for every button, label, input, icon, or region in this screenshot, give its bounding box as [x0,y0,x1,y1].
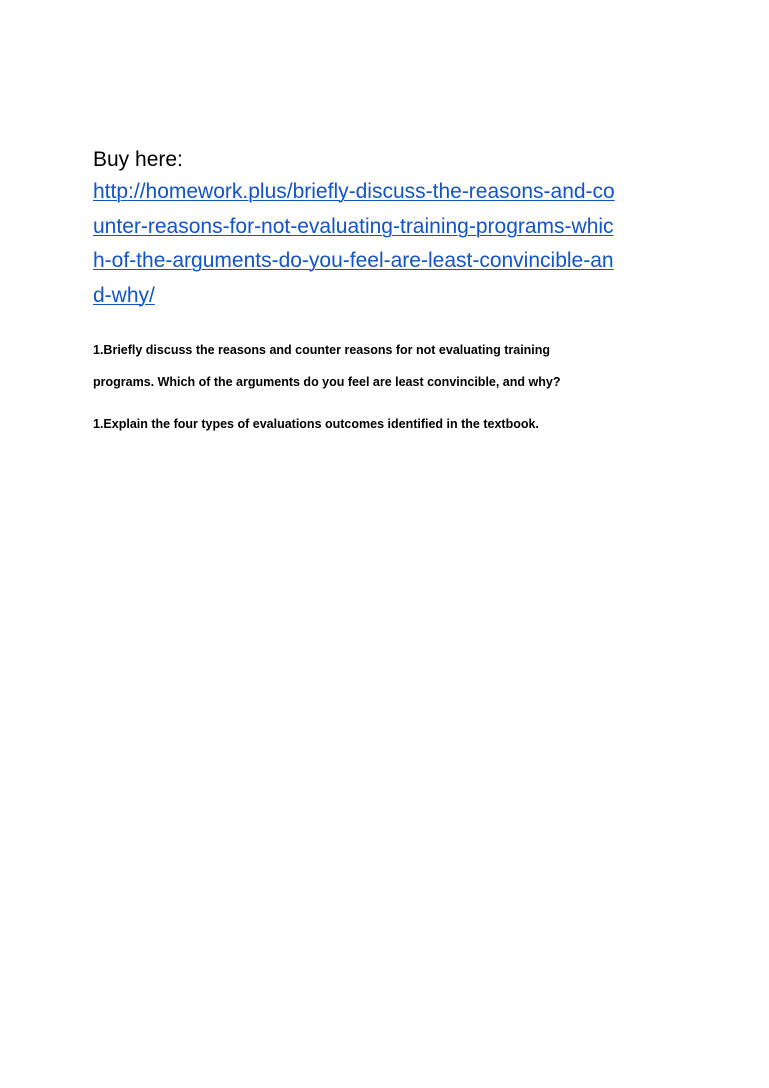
question-1-line: 1.Briefly discuss the reasons and counter reasons for not evaluating training [93,343,551,357]
buy-section [93,145,678,313]
question-1-line: programs. Which of the arguments do you feel are least convincible, and why? [93,375,561,389]
buy-here-label: Buy here: [93,148,183,171]
purchase-link-line: d-why/ [93,283,155,307]
purchase-link-line: http://homework.plus/briefly-discuss-the-reasons-and-co [93,180,615,203]
purchase-link-line: h-of-the-arguments-do-you-feel-are-least-convincible-an [93,249,614,272]
purchase-link-line: unter-reasons-for-not-evaluating-training-programs-whic [93,214,614,238]
purchase-link[interactable] [93,175,678,313]
question-2-paragraph: 1.Explain the four types of evaluations outcomes identified in the textbook. [93,417,539,431]
question-1-paragraph [93,334,693,398]
